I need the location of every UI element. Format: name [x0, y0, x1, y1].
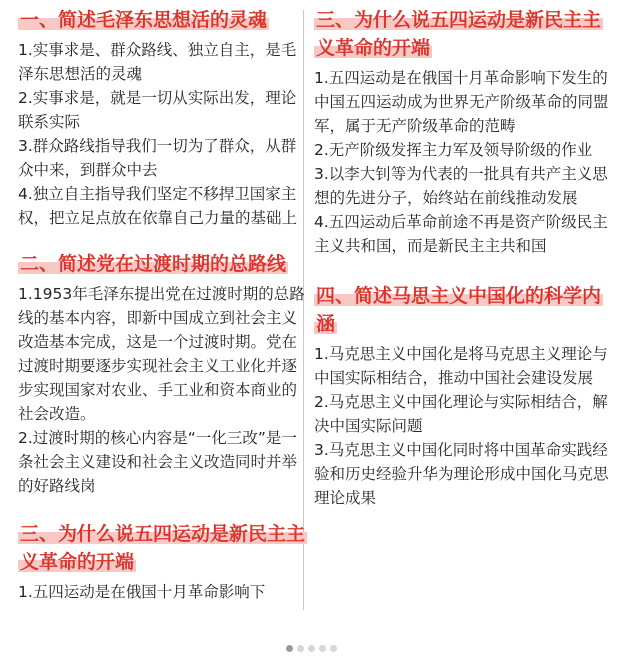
section-heading: 三、为什么说五四运动是新民主主义革命的开端 — [20, 523, 306, 573]
pagination-dot[interactable] — [286, 645, 293, 652]
list-item: 2.过渡时期的核心内容是“一化三改”是一条社会主义建设和社会主义改造同时并举的好路线岗 — [18, 429, 298, 495]
list-item: 4.五四运动后革命前途不再是资产阶级民主主义共和国，而是新民主主共和国 — [314, 213, 608, 255]
list-item: 3.以李大钊等为代表的一批具有共产主义思想的先进分子，始终站在前线推动发展 — [314, 165, 608, 207]
list-item: 2.马克思主义中国化理论与实际相结合，解决中国实际问题 — [314, 393, 608, 435]
list-item: 3.群众路线指导我们一切为了群众，从群众中来，到群众中去 — [18, 137, 297, 179]
section-may-fourth-continued — [18, 520, 310, 604]
section-may-fourth — [314, 6, 614, 258]
section-general-line — [18, 250, 310, 498]
section-heading: 三、为什么说五四运动是新民主主义革命的开端 — [316, 9, 602, 59]
list-item: 4.独立自主指导我们坚定不移捍卫国家主权，把立足点放在依靠自己力量的基础上 — [18, 185, 298, 227]
section-heading: 一、简述毛泽东思想活的灵魂 — [20, 9, 268, 31]
pagination-dot[interactable] — [297, 645, 304, 652]
list-item: 1.1953年毛泽东提出党在过渡时期的总路线的基本内容，即新中国成立到社会主义改造基本完成，这是一个过渡时期。党在过渡时期要逐步实现社会主义工业化并逐步实现国家对农业、手工业和资本商业的社会改造。 — [18, 285, 305, 423]
section-heading: 二、简述党在过渡时期的总路线 — [20, 253, 287, 275]
list-item: 2.实事求是，就是一切从实际出发，理论联系实际 — [18, 89, 297, 131]
list-item: 中国五四运动成为世界无产阶级革命的同盟军，属于无产阶级革命的范畴 — [314, 93, 609, 135]
list-item: 1.五四运动是在俄国十月革命影响下发生的 — [314, 69, 608, 87]
list-item: 2.无产阶级发挥主力军及领导阶级的作业 — [314, 141, 593, 159]
pagination-dot[interactable] — [330, 645, 337, 652]
right-column — [314, 6, 614, 528]
pagination-dots[interactable] — [0, 644, 622, 655]
section-soul-of-mao-thought — [18, 6, 310, 230]
list-item: 1.五四运动是在俄国十月革命影响下 — [18, 583, 266, 601]
list-item: 1.实事求是、群众路线、独立自主，是毛泽东思想活的灵魂 — [18, 41, 297, 83]
pagination-dot[interactable] — [319, 645, 326, 652]
list-item: 1.马克思主义中国化是将马克思主义理论与中国实际相结合，推动中国社会建设发展 — [314, 345, 608, 387]
section-heading: 四、简述马思主义中国化的科学内涵 — [316, 285, 602, 335]
left-column — [18, 6, 310, 622]
list-item: 3.马克思主义中国化同时将中国革命实践经验和历史经验升华为理论形成中国化马克思理论成果 — [314, 441, 609, 507]
section-sinicization-of-marxism — [314, 282, 614, 510]
pagination-dot[interactable] — [308, 645, 315, 652]
